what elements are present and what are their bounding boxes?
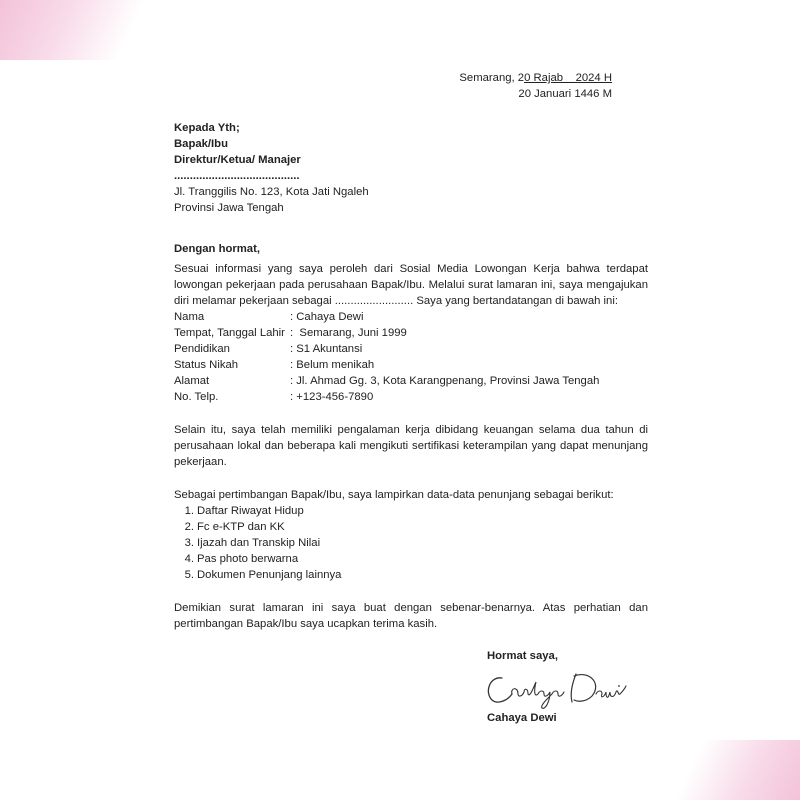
closing-paragraph: Demikian surat lamaran ini saya buat dengan sebenar-benarnya. Atas perhatian dan pertimbangan Bapak/Ibu saya ucapkan terima kasih. [174,602,648,630]
detail-row: Tempat, Tanggal Lahir : Semarang, Juni 1999 [174,327,407,339]
applicant-details [174,309,648,405]
detail-row: No. Telp. : +123-456-7890 [174,391,374,403]
list-item: 1. Daftar Riwayat Hidup [184,505,304,517]
date-hijri-line: Semarang, 20 Rajab 2024 H [459,72,612,84]
detail-row: Alamat : Jl. Ahmad Gg. 3, Kota Karangpenang, Provinsi Jawa Tengah [174,375,600,387]
intro-paragraph: Sesuai informasi yang saya peroleh dari Sosial Media Lowongan Kerja bahwa terdapat lowongan pekerjaan pada perusahaan Bapak/Ibu. Melalui surat lamaran ini, saya mengajukan diri melamar pekerjaan sebagai ......................... Saya yang bertandatangan di bawah ini: [174,263,648,307]
list-item: 2. Fc e-KTP dan KK [184,521,285,533]
list-item: 5. Dokumen Penunjang lainnya [184,569,342,581]
decorative-corner-top-left [0,0,180,60]
recipient-line-1: Kepada Yth; [174,122,240,134]
date-gregorian: 20 Januari 1446 M [518,88,612,100]
recipient-dots: ........................................ [174,170,300,182]
list-item: 3. Ijazah dan Transkip Nilai [184,537,321,549]
date-block [174,70,648,102]
letter-body [174,70,648,632]
signer-name: Cahaya Dewi [487,712,557,724]
list-item: 4. Pas photo berwarna [184,553,299,565]
recipient-block [174,120,648,216]
experience-paragraph: Selain itu, saya telah memiliki pengalaman kerja dibidang keuangan selama dua tahun di perusahaan lokal dan beberapa kali mengikuti sertifikasi keterampilan yang dapat menunjang pekerjaan. [174,424,648,468]
attachments-intro: Sebagai pertimbangan Bapak/Ibu, saya lampirkan data-data penunjang sebagai berikut: [174,489,614,501]
greeting: Dengan hormat, [174,243,260,255]
recipient-line-3: Direktur/Ketua/ Manajer [174,154,301,166]
date-hijri: 0 Rajab 2024 H [524,72,612,84]
recipient-line-2: Bapak/Ibu [174,138,228,150]
closing-salutation: Hormat saya, [487,650,558,662]
attachments-list [174,503,648,583]
detail-row: Pendidikan : S1 Akuntansi [174,343,363,355]
handwritten-signature [480,664,640,712]
recipient-address-1: Jl. Tranggilis No. 123, Kota Jati Ngaleh [174,186,369,198]
recipient-address-2: Provinsi Jawa Tengah [174,202,284,214]
detail-row: Nama : Cahaya Dewi [174,311,364,323]
detail-row: Status Nikah : Belum menikah [174,359,375,371]
